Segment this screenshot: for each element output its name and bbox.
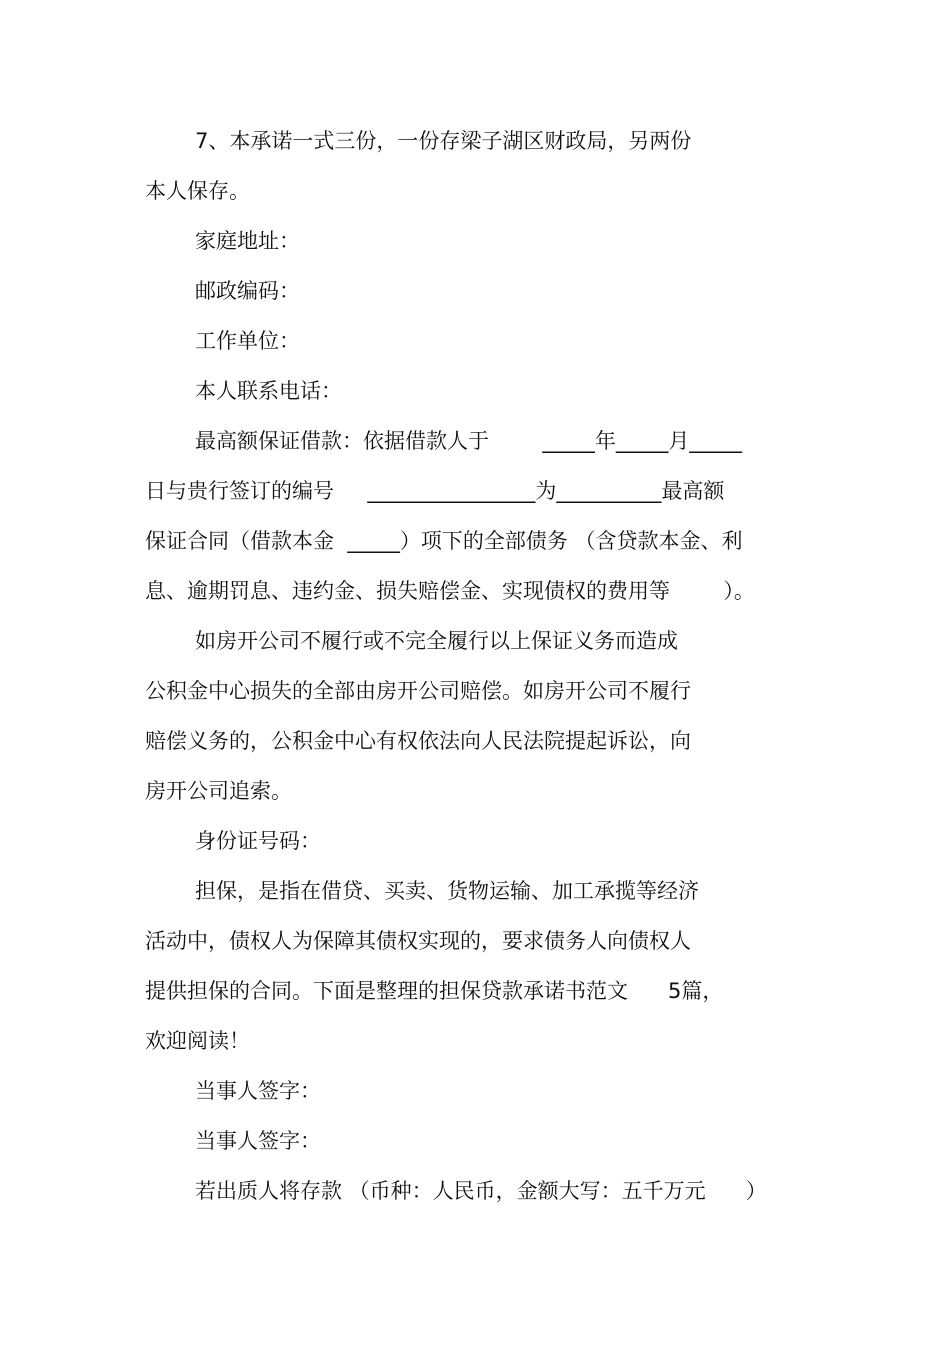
field-label-work-unit: 工作单位： <box>195 329 300 353</box>
field-label-signature: 当事人签字： <box>195 1129 321 1153</box>
paragraph-line: 如房开公司不履行或不完全履行以上保证义务而造成 <box>195 629 678 653</box>
paragraph-line: 公积金中心损失的全部由房开公司赔偿。如房开公司不履行 <box>145 679 691 703</box>
paragraph-line: 7、本承诺一式三份，一份存梁子湖区财政局，另两份 <box>195 129 692 153</box>
paragraph-line: 息、逾期罚息、违约金、损失赔偿金、实现债权的费用等 ）。 <box>145 579 755 603</box>
field-label-signature: 当事人签字： <box>195 1079 321 1103</box>
field-label-home-address: 家庭地址： <box>195 229 300 253</box>
paragraph-line: 担保，是指在借贷、买卖、货物运输、加工承揽等经济 <box>195 879 699 903</box>
paragraph-line: 若出质人将存款 （币种：人民币，金额大写：五千万元 ） <box>195 1179 767 1203</box>
paragraph-line: 保证合同（借款本金 _____）项下的全部债务 （含贷款本金、利 <box>145 529 743 553</box>
paragraph-line: 赔偿义务的，公积金中心有权依法向人民法院提起诉讼，向 <box>145 729 691 753</box>
paragraph-line: 本人保存。 <box>145 179 250 203</box>
field-label-id-number: 身份证号码： <box>195 829 321 853</box>
paragraph-line: 欢迎阅读！ <box>145 1029 250 1053</box>
paragraph-line: 活动中，债权人为保障其债权实现的，要求债务人向债权人 <box>145 929 691 953</box>
paragraph-line: 提供担保的合同。下面是整理的担保贷款承诺书范文 5篇， <box>145 979 724 1003</box>
paragraph-line: 日与贵行签订的编号 ________________为__________最高额 <box>145 479 725 503</box>
field-label-postal-code: 邮政编码： <box>195 279 300 303</box>
paragraph-line: 最高额保证借款：依据借款人于 _____年_____月_____ <box>195 429 742 453</box>
field-label-phone: 本人联系电话： <box>195 379 342 403</box>
paragraph-line: 房开公司追索。 <box>145 779 292 803</box>
